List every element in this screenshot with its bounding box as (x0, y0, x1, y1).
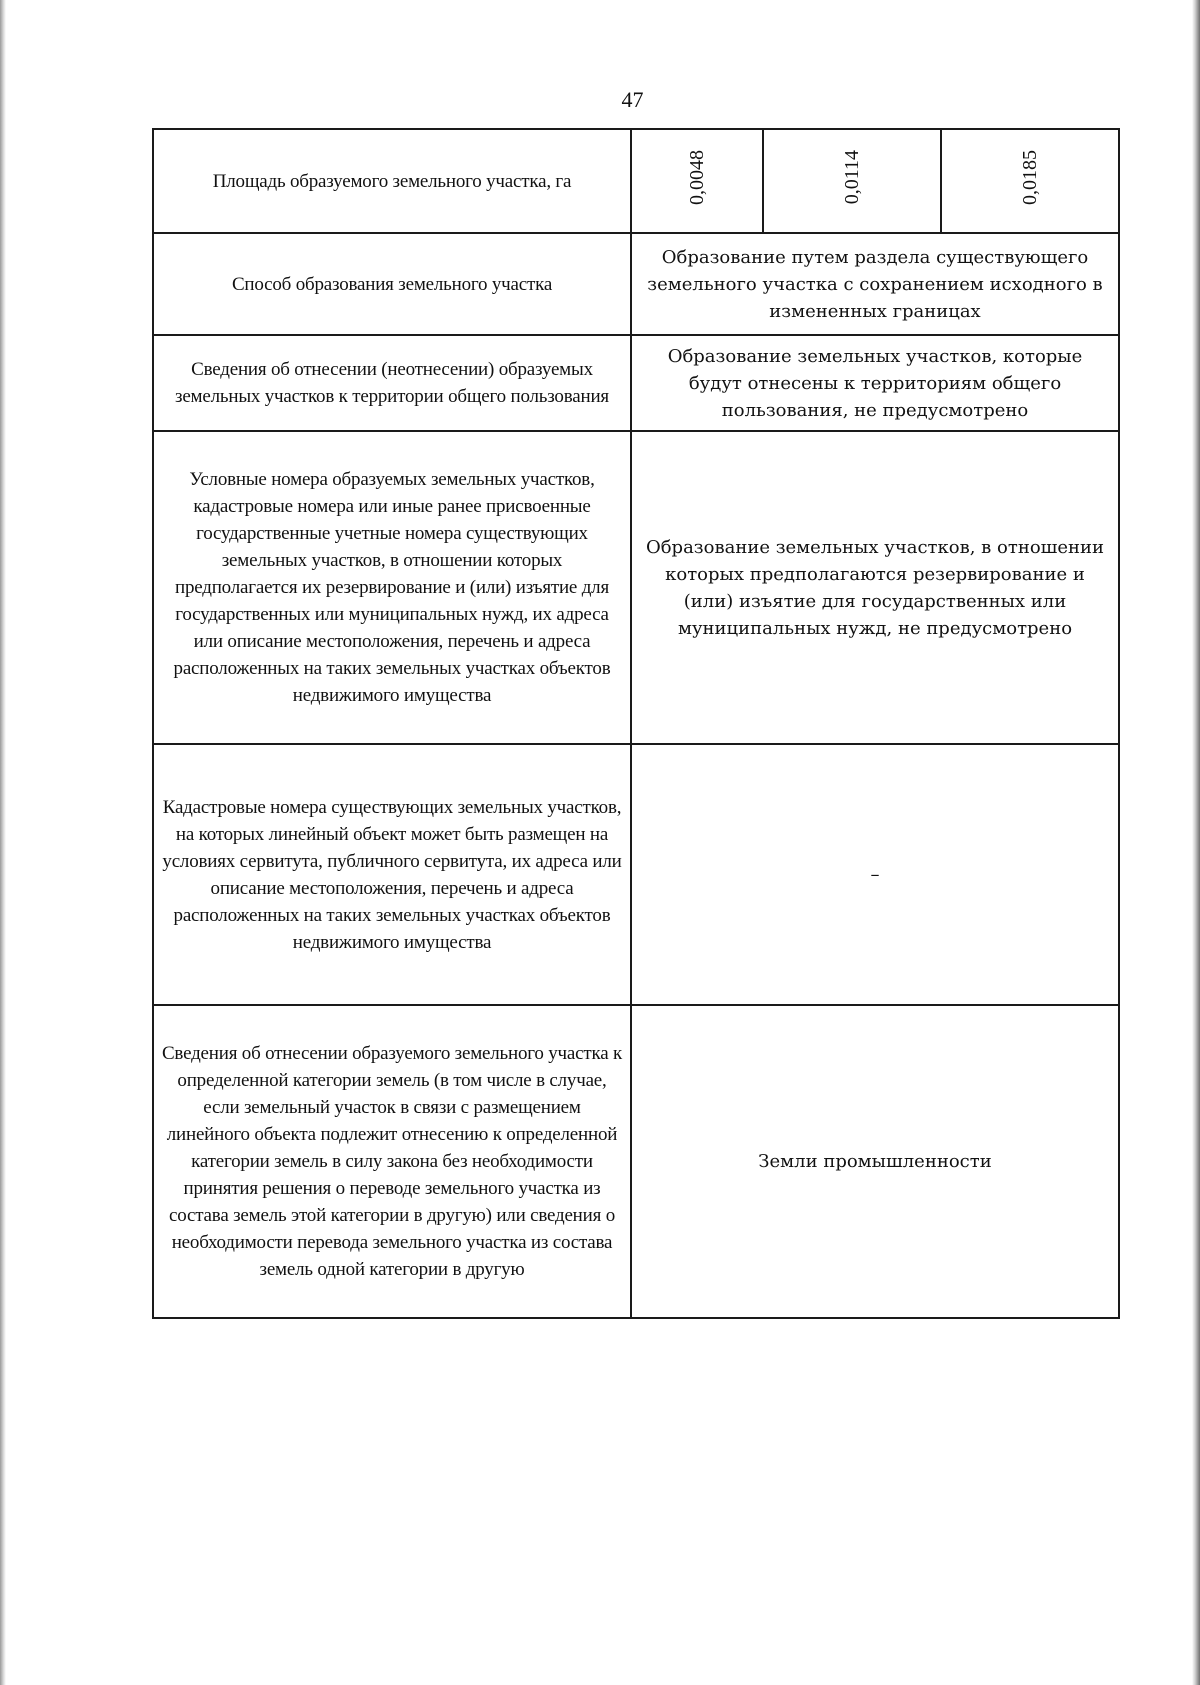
table-row-public-use (153, 335, 1119, 431)
area-label: Площадь образуемого земельного участка, га (153, 129, 631, 233)
method-value: Образование путем раздела существующего земельного участка с сохранением исходного в измененных границах (631, 233, 1119, 335)
land-plot-table (152, 128, 1120, 1319)
servitude-label: Кадастровые номера существующих земельных участков, на которых линейный объект может быть размещен на условиях сервитута, публичного сервитута, их адреса или описание местоположения, перечень и адреса расположенных на таких земельных участках объектов недвижимого имущества (153, 744, 631, 1005)
table-row-area (153, 129, 1119, 233)
category-value: Земли промышленности (631, 1005, 1119, 1318)
reservation-label: Условные номера образуемых земельных участков, кадастровые номера или иные ранее присвоенные государственные учетные номера существующих земельных участков, в отношении которых предполагается их резервирование и (или) изъятие для государственных или муниципальных нужд, их адреса или описание местоположения, перечень и адреса расположенных на таких земельных участках объектов недвижимого имущества (153, 431, 631, 744)
method-label: Способ образования земельного участка (153, 233, 631, 335)
scan-edge-left (0, 0, 6, 1685)
scan-edge-right (1192, 0, 1200, 1685)
area-value-3 (941, 129, 1119, 233)
reservation-value: Образование земельных участков, в отношении которых предполагаются резервирование и (или) изъятие для государственных или муниципальных нужд, не предусмотрено (631, 431, 1119, 744)
servitude-value: – (631, 744, 1119, 1005)
table-row-servitude (153, 744, 1119, 1005)
table-row-method (153, 233, 1119, 335)
table-row-reservation (153, 431, 1119, 744)
public-use-value: Образование земельных участков, которые будут отнесены к территориям общего пользования, не предусмотрено (631, 335, 1119, 431)
area-value-2 (763, 129, 941, 233)
category-label: Сведения об отнесении образуемого земельного участка к определенной категории земель (в том числе в случае, если земельный участок в связи с размещением линейного объекта подлежит отнесению к определенной категории земель в силу закона без необходимости принятия решения о переводе земельного участка из состава земель этой категории в другую) или сведения о необходимости перевода земельного участка из состава земель одной категории в другую (153, 1005, 631, 1318)
table-row-category (153, 1005, 1119, 1318)
area-value-3-text: 0,0185 (1019, 149, 1041, 205)
area-value-1 (631, 129, 763, 233)
public-use-label: Сведения об отнесении (неотнесении) образуемых земельных участков к территории общего пользования (153, 335, 631, 431)
area-value-2-text: 0,0114 (841, 149, 863, 205)
area-value-1-text: 0,0048 (686, 149, 708, 205)
page-number: 47 (621, 87, 644, 112)
